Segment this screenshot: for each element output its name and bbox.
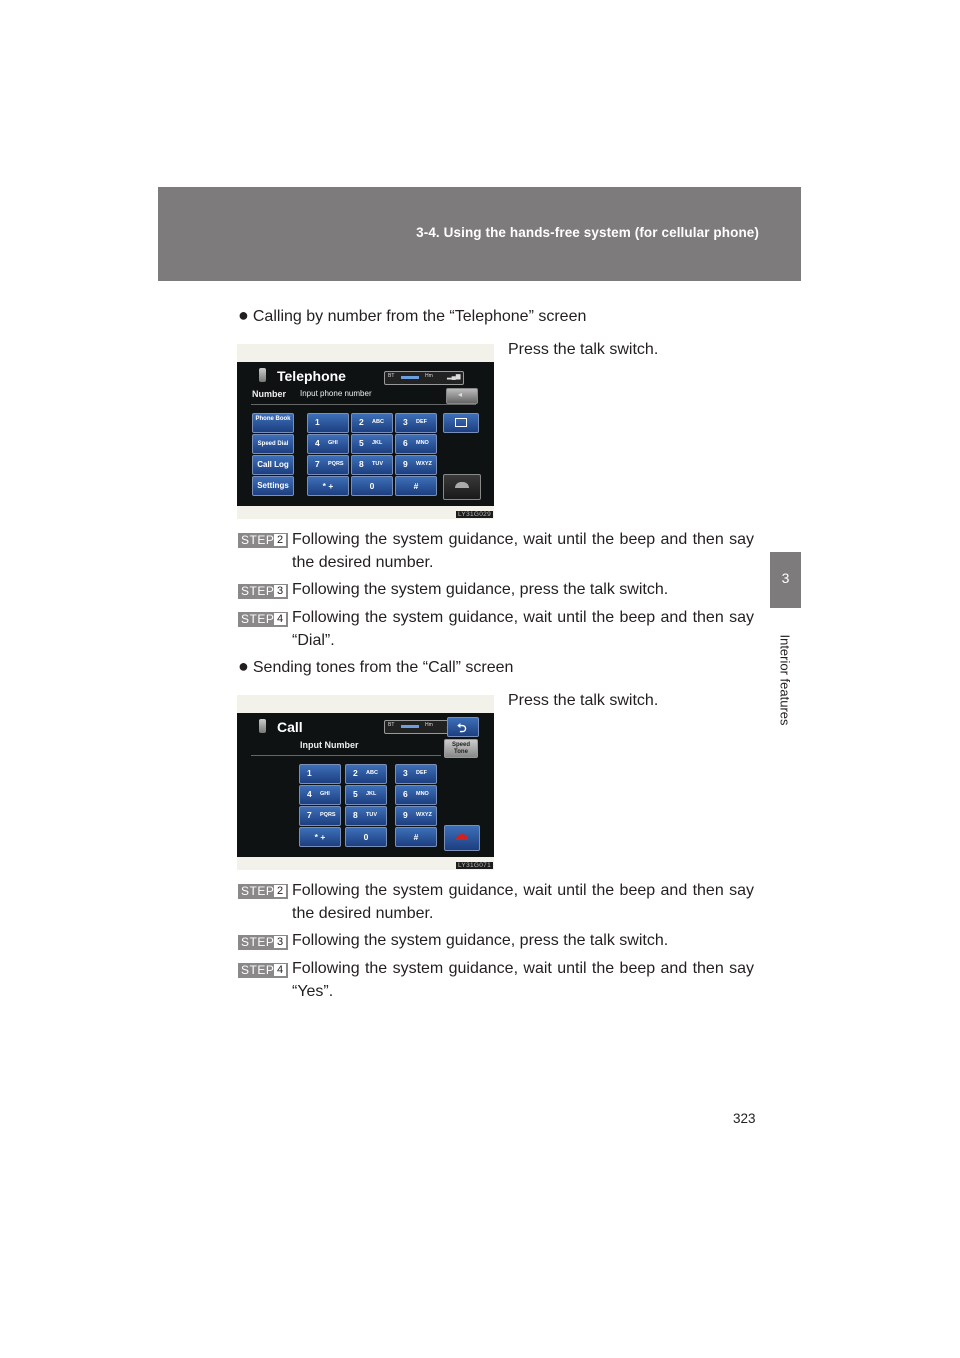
key-8[interactable]: 8 TUV — [351, 455, 393, 475]
status-bar: BT Hm — [384, 720, 464, 734]
step-2-text: Following the system guidance, wait until the beep and then say the desired number. — [292, 531, 754, 571]
step-badge-3: STEP 3 — [238, 584, 288, 599]
step-badge-2: STEP 2 — [238, 533, 288, 548]
window-icon — [455, 418, 467, 427]
key-7[interactable]: 7 PQRS — [307, 455, 349, 475]
step-1b-text: Press the talk switch. — [508, 692, 659, 709]
key-0[interactable]: 0 — [345, 827, 387, 847]
cellphone-icon — [259, 719, 266, 733]
end-call-icon — [456, 834, 468, 840]
step-3b-text: Following the system guidance, press the talk switch. — [292, 932, 669, 949]
step-4-text: Following the system guidance, wait until the beep and then say “Dial”. — [292, 609, 754, 649]
status-bar: BT Hm ▂▄▆ — [384, 371, 464, 385]
chapter-title: 3-4. Using the hands-free system (for cellular phone) — [416, 225, 759, 240]
key-star-plus[interactable]: * + — [307, 476, 349, 496]
chapter-header — [158, 187, 801, 281]
key-2[interactable]: 2 ABC — [345, 764, 387, 784]
hang-up-button[interactable] — [443, 474, 481, 500]
screen-title: Call — [277, 719, 303, 735]
step-badge-4b: STEP 4 — [238, 963, 288, 978]
input-number-label: Input Number — [300, 740, 359, 750]
step-4b-text: Following the system guidance, wait until the beep and then say “Yes”. — [292, 960, 754, 1000]
key-4[interactable]: 4 GHI — [299, 785, 341, 805]
key-5[interactable]: 5 JKL — [345, 785, 387, 805]
image-code: LY31G029 — [458, 511, 491, 518]
key-3[interactable]: 3 DEF — [395, 764, 437, 784]
step-2b-text: Following the system guidance, wait until the beep and then say the desired number. — [292, 882, 754, 922]
key-star-plus[interactable]: * + — [299, 827, 341, 847]
screen-toggle-button[interactable] — [443, 413, 479, 433]
step-1-text: Press the talk switch. — [508, 341, 659, 358]
end-call-button[interactable] — [444, 825, 480, 851]
section-heading-telephone: ● Calling by number from the “Telephone” screen — [238, 305, 587, 325]
bullet-icon: ● — [238, 305, 249, 325]
step-badge-2b: STEP 2 — [238, 884, 288, 899]
key-4[interactable]: 4 GHI — [307, 434, 349, 454]
key-6[interactable]: 6 MNO — [395, 785, 437, 805]
step-badge-3b: STEP 3 — [238, 935, 288, 950]
signal-icon: ▂▄▆ — [447, 374, 461, 380]
key-1[interactable]: 1 — [299, 764, 341, 784]
key-hash[interactable]: # — [395, 476, 437, 496]
backspace-button[interactable] — [446, 388, 478, 404]
back-button[interactable] — [447, 717, 479, 737]
key-6[interactable]: 6 MNO — [395, 434, 437, 454]
chapter-side-label: Interior features — [777, 634, 793, 726]
key-3[interactable]: 3 DEF — [395, 413, 437, 433]
image-code: LY31G071 — [458, 862, 491, 869]
speed-dial-button[interactable]: Speed Dial — [252, 434, 294, 454]
settings-button[interactable]: Settings — [252, 476, 294, 496]
call-log-button[interactable]: Call Log — [252, 455, 294, 475]
key-1[interactable]: 1 — [307, 413, 349, 433]
key-9[interactable]: 9 WXYZ — [395, 455, 437, 475]
number-hint: Input phone number — [300, 389, 372, 398]
call-screen-image — [237, 695, 494, 870]
step-3-text: Following the system guidance, press the talk switch. — [292, 581, 669, 598]
key-5[interactable]: 5 JKL — [351, 434, 393, 454]
number-label: Number — [252, 389, 287, 399]
phone-book-button[interactable]: Phone Book — [252, 413, 294, 433]
cellphone-icon — [259, 368, 266, 382]
section-heading-call: ● Sending tones from the “Call” screen — [238, 656, 514, 676]
hang-up-icon — [455, 482, 469, 488]
key-0[interactable]: 0 — [351, 476, 393, 496]
chapter-tab — [770, 552, 801, 608]
screen-title: Telephone — [277, 368, 346, 384]
key-9[interactable]: 9 WXYZ — [395, 806, 437, 826]
key-2[interactable]: 2 ABC — [351, 413, 393, 433]
telephone-screen-image — [237, 344, 494, 519]
step-badge-4: STEP 4 — [238, 612, 288, 627]
bullet-icon: ● — [238, 656, 249, 676]
back-arrow-icon: ◂ — [458, 390, 463, 399]
page-number: 323 — [733, 1111, 756, 1126]
chapter-number: 3 — [781, 570, 790, 586]
speed-tone-button[interactable]: Speed Tone — [444, 739, 478, 758]
return-icon: ⮌ — [457, 721, 467, 735]
key-7[interactable]: 7 PQRS — [299, 806, 341, 826]
key-hash[interactable]: # — [395, 827, 437, 847]
key-8[interactable]: 8 TUV — [345, 806, 387, 826]
